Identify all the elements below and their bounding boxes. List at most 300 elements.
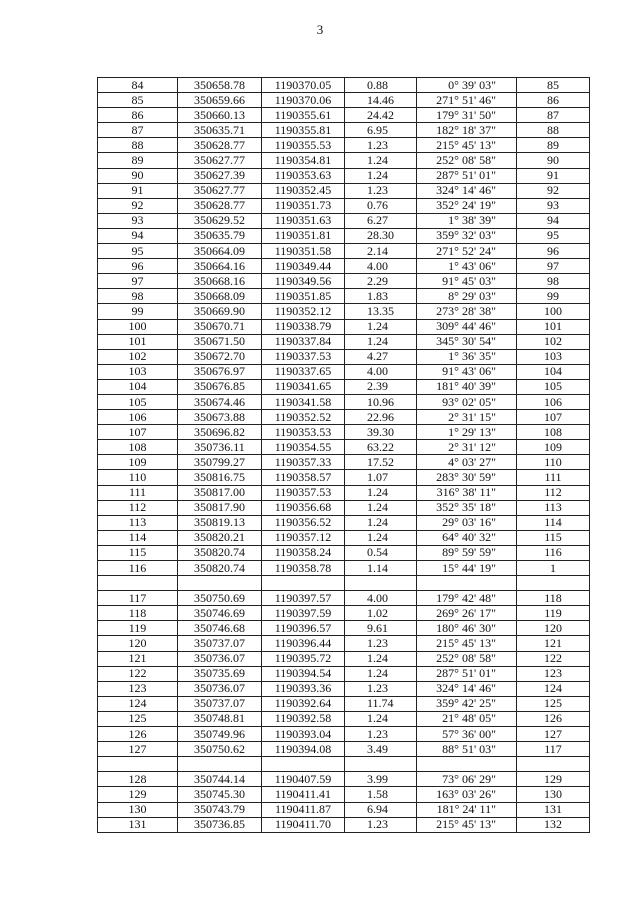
segment-length-cell: 24.42 <box>345 108 417 123</box>
point-number-cell: 120 <box>98 636 178 651</box>
direction-angle-cell: 93° 02' 05" <box>417 394 517 409</box>
segment-length-cell: 4.00 <box>345 259 417 274</box>
point-number-cell: 89 <box>98 153 178 168</box>
table-row <box>98 440 590 455</box>
segment-length-cell: 39.30 <box>345 425 417 440</box>
next-point-cell: 130 <box>517 787 590 802</box>
direction-angle-cell: 4° 03' 27" <box>417 455 517 470</box>
table-row <box>98 455 590 470</box>
x-coordinate-cell: 350668.16 <box>178 274 262 289</box>
y-coordinate-cell: 1190355.53 <box>262 138 345 153</box>
next-point-cell: 105 <box>517 379 590 394</box>
direction-angle-cell: 271° 52' 24" <box>417 244 517 259</box>
table-separator-row <box>98 757 590 772</box>
segment-length-cell: 1.24 <box>345 168 417 183</box>
y-coordinate-cell: 1190349.44 <box>262 259 345 274</box>
next-point-cell: 124 <box>517 681 590 696</box>
direction-angle-cell: 1° 38' 39" <box>417 213 517 228</box>
table-row <box>98 349 590 364</box>
direction-angle-cell <box>417 757 517 772</box>
direction-angle-cell: 359° 42' 25" <box>417 696 517 711</box>
segment-length-cell: 1.07 <box>345 470 417 485</box>
direction-angle-cell: 1° 36' 35" <box>417 349 517 364</box>
segment-length-cell <box>345 757 417 772</box>
direction-angle-cell: 287° 51' 01" <box>417 168 517 183</box>
y-coordinate-cell: 1190337.53 <box>262 349 345 364</box>
next-point-cell: 132 <box>517 817 590 832</box>
segment-length-cell: 1.24 <box>345 319 417 334</box>
point-number-cell: 92 <box>98 198 178 213</box>
y-coordinate-cell: 1190341.65 <box>262 379 345 394</box>
segment-length-cell: 1.23 <box>345 817 417 832</box>
table-row <box>98 470 590 485</box>
next-point-cell: 106 <box>517 394 590 409</box>
table-row <box>98 108 590 123</box>
next-point-cell: 93 <box>517 198 590 213</box>
direction-angle-cell: 252° 08' 58" <box>417 153 517 168</box>
next-point-cell <box>517 757 590 772</box>
direction-angle-cell: 283° 30' 59" <box>417 470 517 485</box>
point-number-cell: 115 <box>98 545 178 560</box>
y-coordinate-cell: 1190337.84 <box>262 334 345 349</box>
y-coordinate-cell: 1190393.36 <box>262 681 345 696</box>
table-row <box>98 681 590 696</box>
y-coordinate-cell: 1190341.58 <box>262 394 345 409</box>
table-row <box>98 621 590 636</box>
segment-length-cell: 0.88 <box>345 78 417 93</box>
table-row <box>98 168 590 183</box>
x-coordinate-cell: 350670.71 <box>178 319 262 334</box>
point-number-cell: 118 <box>98 606 178 621</box>
point-number-cell: 102 <box>98 349 178 364</box>
x-coordinate-cell: 350820.74 <box>178 561 262 576</box>
next-point-cell: 112 <box>517 485 590 500</box>
x-coordinate-cell: 350737.07 <box>178 696 262 711</box>
y-coordinate-cell: 1190352.52 <box>262 410 345 425</box>
y-coordinate-cell: 1190351.63 <box>262 213 345 228</box>
next-point-cell: 110 <box>517 455 590 470</box>
table-row <box>98 696 590 711</box>
direction-angle-cell: 88° 51' 03" <box>417 742 517 757</box>
table-row <box>98 153 590 168</box>
direction-angle-cell: 181° 24' 11" <box>417 802 517 817</box>
y-coordinate-cell: 1190352.45 <box>262 183 345 198</box>
segment-length-cell: 9.61 <box>345 621 417 636</box>
table-row <box>98 530 590 545</box>
point-number-cell: 93 <box>98 213 178 228</box>
table-row <box>98 787 590 802</box>
segment-length-cell: 1.23 <box>345 727 417 742</box>
table-row <box>98 742 590 757</box>
direction-angle-cell: 179° 31' 50" <box>417 108 517 123</box>
y-coordinate-cell: 1190394.08 <box>262 742 345 757</box>
direction-angle-cell: 0° 39' 03" <box>417 78 517 93</box>
y-coordinate-cell <box>262 757 345 772</box>
direction-angle-cell: 163° 03' 26" <box>417 787 517 802</box>
table-row <box>98 636 590 651</box>
segment-length-cell: 0.54 <box>345 545 417 560</box>
segment-length-cell: 1.24 <box>345 666 417 681</box>
next-point-cell: 107 <box>517 410 590 425</box>
point-number-cell <box>98 757 178 772</box>
point-number-cell: 131 <box>98 817 178 832</box>
x-coordinate-cell: 350674.46 <box>178 394 262 409</box>
next-point-cell: 121 <box>517 636 590 651</box>
table-row <box>98 364 590 379</box>
next-point-cell: 100 <box>517 304 590 319</box>
next-point-cell: 104 <box>517 364 590 379</box>
x-coordinate-cell: 350737.07 <box>178 636 262 651</box>
next-point-cell: 103 <box>517 349 590 364</box>
x-coordinate-cell: 350672.70 <box>178 349 262 364</box>
segment-length-cell: 1.23 <box>345 681 417 696</box>
y-coordinate-cell: 1190358.78 <box>262 561 345 576</box>
x-coordinate-cell: 350746.69 <box>178 606 262 621</box>
x-coordinate-cell: 350664.09 <box>178 244 262 259</box>
point-number-cell: 88 <box>98 138 178 153</box>
x-coordinate-cell <box>178 576 262 591</box>
table-row <box>98 183 590 198</box>
next-point-cell: 97 <box>517 259 590 274</box>
page-number: 3 <box>316 22 324 37</box>
table-row <box>98 817 590 832</box>
next-point-cell: 1 <box>517 561 590 576</box>
segment-length-cell: 3.49 <box>345 742 417 757</box>
x-coordinate-cell: 350673.88 <box>178 410 262 425</box>
next-point-cell: 127 <box>517 727 590 742</box>
x-coordinate-cell: 350816.75 <box>178 470 262 485</box>
direction-angle-cell: 1° 29' 13" <box>417 425 517 440</box>
next-point-cell: 88 <box>517 123 590 138</box>
table-row <box>98 259 590 274</box>
direction-angle-cell: 29° 03' 16" <box>417 515 517 530</box>
x-coordinate-cell: 350749.96 <box>178 727 262 742</box>
y-coordinate-cell: 1190355.61 <box>262 108 345 123</box>
table-row <box>98 289 590 304</box>
point-number-cell: 96 <box>98 259 178 274</box>
table-row <box>98 500 590 515</box>
x-coordinate-cell: 350746.68 <box>178 621 262 636</box>
coordinates-table <box>97 77 590 833</box>
direction-angle-cell: 15° 44' 19" <box>417 561 517 576</box>
next-point-cell: 85 <box>517 78 590 93</box>
segment-length-cell: 4.00 <box>345 591 417 606</box>
table-row <box>98 198 590 213</box>
y-coordinate-cell: 1190351.58 <box>262 244 345 259</box>
y-coordinate-cell: 1190337.65 <box>262 364 345 379</box>
segment-length-cell: 1.24 <box>345 515 417 530</box>
table-row <box>98 334 590 349</box>
y-coordinate-cell: 1190349.56 <box>262 274 345 289</box>
table-row <box>98 319 590 334</box>
x-coordinate-cell: 350745.30 <box>178 787 262 802</box>
direction-angle-cell: 179° 42' 48" <box>417 591 517 606</box>
x-coordinate-cell: 350627.77 <box>178 153 262 168</box>
point-number-cell: 129 <box>98 787 178 802</box>
table-row <box>98 727 590 742</box>
table-row <box>98 545 590 560</box>
x-coordinate-cell: 350628.77 <box>178 138 262 153</box>
direction-angle-cell: 91° 43' 06" <box>417 364 517 379</box>
table-row <box>98 93 590 108</box>
point-number-cell: 110 <box>98 470 178 485</box>
next-point-cell: 129 <box>517 772 590 787</box>
x-coordinate-cell: 350658.78 <box>178 78 262 93</box>
x-coordinate-cell: 350736.11 <box>178 440 262 455</box>
x-coordinate-cell: 350799.27 <box>178 455 262 470</box>
table-row <box>98 274 590 289</box>
next-point-cell: 102 <box>517 334 590 349</box>
y-coordinate-cell: 1190396.44 <box>262 636 345 651</box>
y-coordinate-cell <box>262 576 345 591</box>
next-point-cell: 116 <box>517 545 590 560</box>
segment-length-cell: 6.95 <box>345 123 417 138</box>
next-point-cell: 118 <box>517 591 590 606</box>
point-number-cell: 86 <box>98 108 178 123</box>
x-coordinate-cell: 350743.79 <box>178 802 262 817</box>
next-point-cell <box>517 576 590 591</box>
direction-angle-cell: 345° 30' 54" <box>417 334 517 349</box>
table-row <box>98 561 590 576</box>
x-coordinate-cell: 350750.69 <box>178 591 262 606</box>
next-point-cell: 123 <box>517 666 590 681</box>
direction-angle-cell: 73° 06' 29" <box>417 772 517 787</box>
y-coordinate-cell: 1190397.57 <box>262 591 345 606</box>
point-number-cell: 105 <box>98 394 178 409</box>
point-number-cell: 95 <box>98 244 178 259</box>
direction-angle-cell: 359° 32' 03" <box>417 228 517 243</box>
point-number-cell: 91 <box>98 183 178 198</box>
segment-length-cell: 28.30 <box>345 228 417 243</box>
point-number-cell: 123 <box>98 681 178 696</box>
y-coordinate-cell: 1190357.12 <box>262 530 345 545</box>
x-coordinate-cell: 350660.13 <box>178 108 262 123</box>
segment-length-cell: 63.22 <box>345 440 417 455</box>
point-number-cell: 117 <box>98 591 178 606</box>
point-number-cell: 101 <box>98 334 178 349</box>
next-point-cell: 99 <box>517 289 590 304</box>
next-point-cell: 96 <box>517 244 590 259</box>
direction-angle-cell: 316° 38' 11" <box>417 485 517 500</box>
point-number-cell: 107 <box>98 425 178 440</box>
x-coordinate-cell: 350744.14 <box>178 772 262 787</box>
direction-angle-cell <box>417 576 517 591</box>
point-number-cell: 127 <box>98 742 178 757</box>
y-coordinate-cell: 1190352.12 <box>262 304 345 319</box>
point-number-cell: 103 <box>98 364 178 379</box>
point-number-cell: 111 <box>98 485 178 500</box>
y-coordinate-cell: 1190394.54 <box>262 666 345 681</box>
point-number-cell: 116 <box>98 561 178 576</box>
x-coordinate-cell <box>178 757 262 772</box>
segment-length-cell: 1.14 <box>345 561 417 576</box>
x-coordinate-cell: 350635.79 <box>178 228 262 243</box>
x-coordinate-cell: 350629.52 <box>178 213 262 228</box>
segment-length-cell: 2.39 <box>345 379 417 394</box>
next-point-cell: 125 <box>517 696 590 711</box>
table-row <box>98 711 590 726</box>
segment-length-cell: 1.24 <box>345 334 417 349</box>
direction-angle-cell: 1° 43' 06" <box>417 259 517 274</box>
next-point-cell: 115 <box>517 530 590 545</box>
direction-angle-cell: 181° 40' 39" <box>417 379 517 394</box>
table-row <box>98 666 590 681</box>
direction-angle-cell: 324° 14' 46" <box>417 681 517 696</box>
x-coordinate-cell: 350676.97 <box>178 364 262 379</box>
segment-length-cell: 13.35 <box>345 304 417 319</box>
direction-angle-cell: 64° 40' 32" <box>417 530 517 545</box>
x-coordinate-cell: 350635.71 <box>178 123 262 138</box>
y-coordinate-cell: 1190358.24 <box>262 545 345 560</box>
direction-angle-cell: 182° 18' 37" <box>417 123 517 138</box>
table-row <box>98 802 590 817</box>
direction-angle-cell: 2° 31' 15" <box>417 410 517 425</box>
next-point-cell: 120 <box>517 621 590 636</box>
table-row <box>98 138 590 153</box>
x-coordinate-cell: 350736.07 <box>178 681 262 696</box>
direction-angle-cell: 352° 35' 18" <box>417 500 517 515</box>
direction-angle-cell: 252° 08' 58" <box>417 651 517 666</box>
point-number-cell: 121 <box>98 651 178 666</box>
x-coordinate-cell: 350627.77 <box>178 183 262 198</box>
segment-length-cell: 1.83 <box>345 289 417 304</box>
y-coordinate-cell: 1190396.57 <box>262 621 345 636</box>
segment-length-cell: 4.27 <box>345 349 417 364</box>
direction-angle-cell: 269° 26' 17" <box>417 606 517 621</box>
y-coordinate-cell: 1190338.79 <box>262 319 345 334</box>
y-coordinate-cell: 1190370.06 <box>262 93 345 108</box>
y-coordinate-cell: 1190358.57 <box>262 470 345 485</box>
segment-length-cell: 2.14 <box>345 244 417 259</box>
table-row <box>98 515 590 530</box>
next-point-cell: 117 <box>517 742 590 757</box>
direction-angle-cell: 21° 48' 05" <box>417 711 517 726</box>
y-coordinate-cell: 1190392.58 <box>262 711 345 726</box>
segment-length-cell: 1.24 <box>345 651 417 666</box>
y-coordinate-cell: 1190411.41 <box>262 787 345 802</box>
point-number-cell: 106 <box>98 410 178 425</box>
x-coordinate-cell: 350671.50 <box>178 334 262 349</box>
table-row <box>98 485 590 500</box>
segment-length-cell: 4.00 <box>345 364 417 379</box>
segment-length-cell: 14.46 <box>345 93 417 108</box>
point-number-cell: 104 <box>98 379 178 394</box>
segment-length-cell: 6.94 <box>345 802 417 817</box>
next-point-cell: 98 <box>517 274 590 289</box>
table-row <box>98 78 590 93</box>
next-point-cell: 89 <box>517 138 590 153</box>
x-coordinate-cell: 350819.13 <box>178 515 262 530</box>
table-row <box>98 651 590 666</box>
point-number-cell <box>98 576 178 591</box>
x-coordinate-cell: 350735.69 <box>178 666 262 681</box>
segment-length-cell: 22.96 <box>345 410 417 425</box>
point-number-cell: 130 <box>98 802 178 817</box>
segment-length-cell: 2.29 <box>345 274 417 289</box>
y-coordinate-cell: 1190392.64 <box>262 696 345 711</box>
table-row <box>98 394 590 409</box>
direction-angle-cell: 8° 29' 03" <box>417 289 517 304</box>
x-coordinate-cell: 350817.00 <box>178 485 262 500</box>
point-number-cell: 108 <box>98 440 178 455</box>
segment-length-cell: 17.52 <box>345 455 417 470</box>
table-row <box>98 244 590 259</box>
table-row <box>98 772 590 787</box>
direction-angle-cell: 215° 45' 13" <box>417 817 517 832</box>
y-coordinate-cell: 1190356.68 <box>262 500 345 515</box>
x-coordinate-cell: 350736.07 <box>178 651 262 666</box>
next-point-cell: 87 <box>517 108 590 123</box>
segment-length-cell: 0.76 <box>345 198 417 213</box>
direction-angle-cell: 324° 14' 46" <box>417 183 517 198</box>
segment-length-cell: 3.99 <box>345 772 417 787</box>
x-coordinate-cell: 350668.09 <box>178 289 262 304</box>
x-coordinate-cell: 350748.81 <box>178 711 262 726</box>
segment-length-cell: 1.23 <box>345 183 417 198</box>
x-coordinate-cell: 350820.21 <box>178 530 262 545</box>
point-number-cell: 126 <box>98 727 178 742</box>
point-number-cell: 90 <box>98 168 178 183</box>
next-point-cell: 122 <box>517 651 590 666</box>
point-number-cell: 124 <box>98 696 178 711</box>
table-row <box>98 379 590 394</box>
segment-length-cell: 1.24 <box>345 153 417 168</box>
next-point-cell: 94 <box>517 213 590 228</box>
direction-angle-cell: 2° 31' 12" <box>417 440 517 455</box>
segment-length-cell: 1.23 <box>345 138 417 153</box>
y-coordinate-cell: 1190351.73 <box>262 198 345 213</box>
point-number-cell: 85 <box>98 93 178 108</box>
segment-length-cell: 1.58 <box>345 787 417 802</box>
y-coordinate-cell: 1190353.63 <box>262 168 345 183</box>
y-coordinate-cell: 1190397.59 <box>262 606 345 621</box>
y-coordinate-cell: 1190355.81 <box>262 123 345 138</box>
table-separator-row <box>98 576 590 591</box>
x-coordinate-cell: 350817.90 <box>178 500 262 515</box>
table-row <box>98 591 590 606</box>
segment-length-cell: 1.23 <box>345 636 417 651</box>
x-coordinate-cell: 350628.77 <box>178 198 262 213</box>
next-point-cell: 86 <box>517 93 590 108</box>
direction-angle-cell: 180° 46' 30" <box>417 621 517 636</box>
next-point-cell: 108 <box>517 425 590 440</box>
x-coordinate-cell: 350736.85 <box>178 817 262 832</box>
y-coordinate-cell: 1190370.05 <box>262 78 345 93</box>
segment-length-cell: 1.24 <box>345 530 417 545</box>
y-coordinate-cell: 1190411.87 <box>262 802 345 817</box>
y-coordinate-cell: 1190354.81 <box>262 153 345 168</box>
point-number-cell: 109 <box>98 455 178 470</box>
table-row <box>98 123 590 138</box>
point-number-cell: 112 <box>98 500 178 515</box>
direction-angle-cell: 309° 44' 46" <box>417 319 517 334</box>
y-coordinate-cell: 1190357.33 <box>262 455 345 470</box>
direction-angle-cell: 352° 24' 19" <box>417 198 517 213</box>
table-row <box>98 425 590 440</box>
table-row <box>98 410 590 425</box>
segment-length-cell <box>345 576 417 591</box>
point-number-cell: 122 <box>98 666 178 681</box>
next-point-cell: 109 <box>517 440 590 455</box>
y-coordinate-cell: 1190351.81 <box>262 228 345 243</box>
x-coordinate-cell: 350820.74 <box>178 545 262 560</box>
y-coordinate-cell: 1190356.52 <box>262 515 345 530</box>
table-row <box>98 606 590 621</box>
y-coordinate-cell: 1190393.04 <box>262 727 345 742</box>
y-coordinate-cell: 1190395.72 <box>262 651 345 666</box>
y-coordinate-cell: 1190351.85 <box>262 289 345 304</box>
point-number-cell: 97 <box>98 274 178 289</box>
